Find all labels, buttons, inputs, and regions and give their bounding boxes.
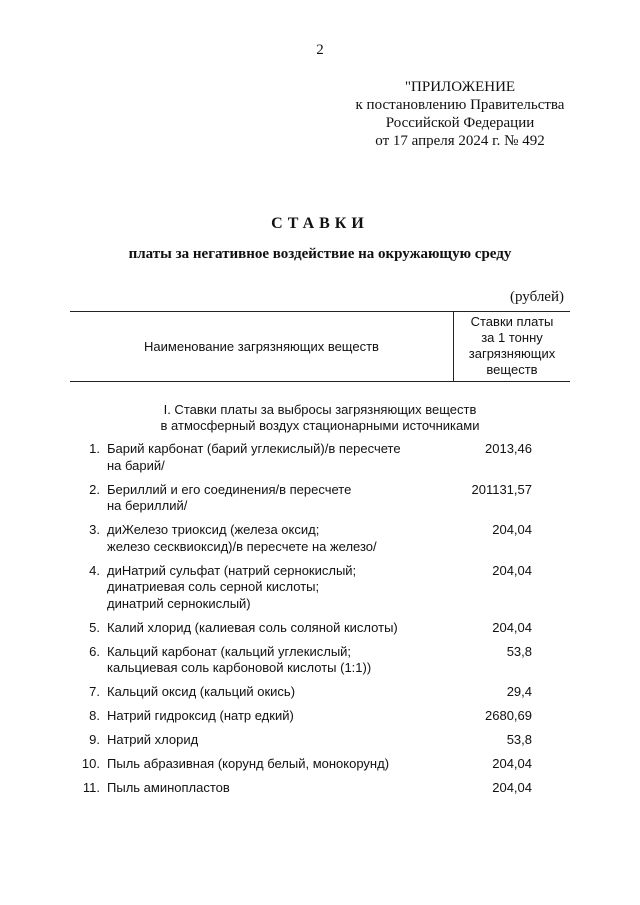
appendix-block <box>320 78 600 150</box>
row-substance-name-line: Пыль абразивная (корунд белый, монокорунд) <box>107 756 390 771</box>
row-rate-value: 204,04 <box>492 562 532 578</box>
row-substance-name-line: на барий/ <box>107 457 165 473</box>
header-rate-line: за 1 тонну <box>481 330 543 345</box>
table-row <box>70 563 570 613</box>
row-substance-name-line: Барий карбонат (барий углекислый)/в пересчете <box>107 441 401 456</box>
row-substance-name-line: динатриевая соль серной кислоты; <box>107 579 320 594</box>
row-rate-value: 29,4 <box>506 684 532 699</box>
row-number: 6. <box>89 643 100 659</box>
row-substance-name-line: Кальций карбонат (кальций углекислый; <box>107 643 352 659</box>
row-rate-value: 204,04 <box>492 780 532 795</box>
table-row <box>70 756 570 773</box>
row-number: 8. <box>89 708 100 723</box>
row-substance-name-line: Кальций оксид (кальций окись) <box>107 684 296 699</box>
table-row <box>70 708 570 725</box>
appendix-line: Российской Федерации <box>385 115 535 131</box>
row-rate-value: 53,8 <box>506 643 532 659</box>
row-substance-name-line: железо сесквиоксид)/в пересчете на железо/ <box>107 538 377 554</box>
row-number: 7. <box>89 684 100 699</box>
row-substance-name <box>107 684 447 701</box>
table-row <box>70 732 570 749</box>
row-substance-name-line: кальциевая соль карбоновой кислоты (1:1)) <box>107 660 372 675</box>
row-substance-name-line: диНатрий сульфат (натрий сернокислый; <box>107 562 357 578</box>
appendix-line: к постановлению Правительства <box>355 97 565 113</box>
page-number: 2 <box>316 42 324 58</box>
row-substance-name-line: диЖелезо триоксид (железа оксид; <box>107 522 320 537</box>
row-substance-name <box>107 522 447 555</box>
row-substance-name-line: Натрий гидроксид (натр едкий) <box>107 708 294 723</box>
row-number: 2. <box>89 481 100 497</box>
row-rate-value: 2680,69 <box>485 708 532 723</box>
unit-label: (рублей) <box>509 289 564 305</box>
row-substance-name <box>107 780 447 797</box>
section-title-line: в атмосферный воздух стационарными источниками <box>160 418 480 433</box>
header-rate-line: Ставки платы <box>470 314 554 329</box>
row-substance-name <box>107 708 447 725</box>
table-row <box>70 482 570 515</box>
header-rate-line: загрязняющих <box>468 346 556 361</box>
row-number: 9. <box>89 732 100 747</box>
row-number: 10. <box>81 756 100 771</box>
row-substance-name <box>107 482 447 515</box>
row-substance-name <box>107 563 447 613</box>
row-substance-name-line: динатрий сернокислый) <box>107 595 251 611</box>
row-rate-value: 53,8 <box>506 732 532 747</box>
row-substance-name-line: Калий хлорид (калиевая соль соляной кислоты) <box>107 619 398 635</box>
row-number: 3. <box>89 522 100 537</box>
row-substance-name <box>107 620 447 637</box>
header-rate-column <box>454 314 570 378</box>
table-row <box>70 441 570 474</box>
row-substance-name-line: на бериллий/ <box>107 498 188 513</box>
document-subtitle: платы за негативное воздействие на окружающую среду <box>128 246 512 262</box>
section-title <box>70 402 570 434</box>
row-rate-value: 201131,57 <box>471 481 532 497</box>
appendix-line: от 17 апреля 2024 г. № 492 <box>375 133 545 149</box>
row-number: 11. <box>82 780 100 795</box>
row-substance-name <box>107 756 447 773</box>
row-number: 4. <box>89 562 100 578</box>
header-name-column: Наименование загрязняющих веществ <box>70 312 454 381</box>
table-row <box>70 620 570 637</box>
table-row <box>70 644 570 677</box>
row-substance-name <box>107 644 447 677</box>
row-number: 1. <box>89 441 100 456</box>
document-title: СТАВКИ <box>271 215 369 232</box>
row-rate-value: 204,04 <box>492 522 532 537</box>
section-title-line: I. Ставки платы за выбросы загрязняющих веществ <box>163 402 477 417</box>
row-rate-value: 204,04 <box>492 756 532 771</box>
row-rate-value: 2013,46 <box>485 441 532 456</box>
row-rate-value: 204,04 <box>492 619 532 635</box>
header-rate-line: веществ <box>486 362 538 377</box>
table-body <box>70 441 570 804</box>
row-substance-name-line: Пыль аминопластов <box>107 780 230 795</box>
table-row <box>70 684 570 701</box>
row-substance-name <box>107 441 447 474</box>
table-header <box>70 311 570 382</box>
row-substance-name-line: Бериллий и его соединения/в пересчете <box>107 481 352 497</box>
appendix-line: "ПРИЛОЖЕНИЕ <box>404 79 516 95</box>
row-substance-name <box>107 732 447 749</box>
row-substance-name-line: Натрий хлорид <box>107 732 199 747</box>
table-row <box>70 522 570 555</box>
table-row <box>70 780 570 797</box>
row-number: 5. <box>89 619 100 635</box>
